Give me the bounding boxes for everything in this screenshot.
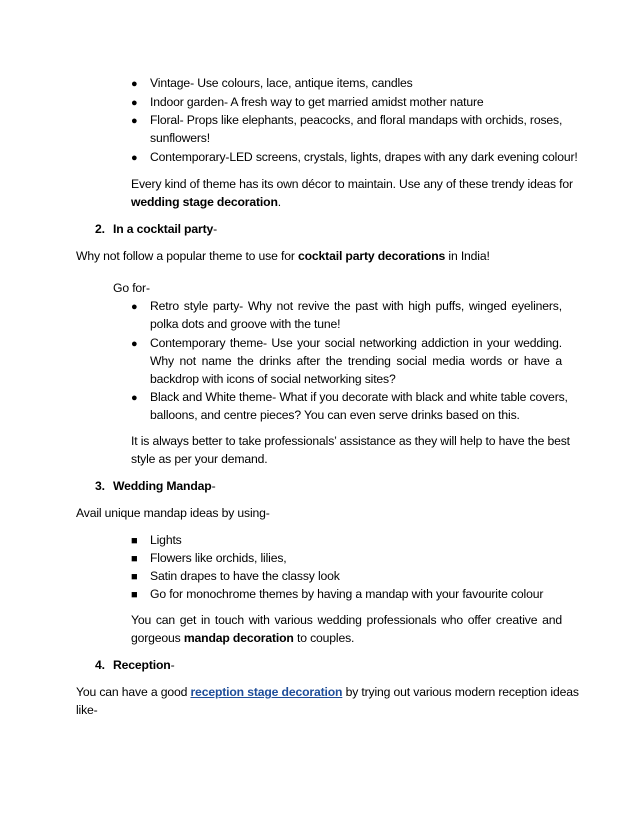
bullet-dot-icon: ●	[131, 97, 138, 109]
square-bullet-icon: ■	[131, 571, 138, 583]
list-item-continuation: Why not name the drinks after the trending social media words or have a	[150, 354, 562, 368]
reception-decoration-link[interactable]: reception stage decoration	[190, 685, 343, 699]
square-bullet-icon: ■	[131, 553, 138, 565]
list-item-continuation: sunflowers!	[150, 131, 210, 145]
bold-keyword: mandap decoration	[183, 631, 294, 645]
bullet-dot-icon: ●	[131, 115, 138, 127]
section-number: 3.	[95, 479, 105, 493]
list-item: Go for monochrome themes by having a mandap with your favourite colour	[150, 587, 544, 601]
list-item-continuation: balloons, and centre pieces? You can even serve drinks based on this.	[150, 408, 520, 422]
section-note-line: style as per your demand.	[131, 452, 268, 466]
section-note-line: gorgeous mandap decoration to couples.	[131, 631, 355, 645]
section-heading: In a cocktail party-	[113, 222, 218, 236]
square-bullet-icon: ■	[131, 589, 138, 601]
list-item: Contemporary theme- Use your social networking addiction in your wedding.	[150, 336, 562, 350]
section-note-line: You can get in touch with various wedding professionals who offer creative and	[131, 613, 562, 627]
intro-note-line: Every kind of theme has its own décor to maintain. Use any of these trendy ideas for	[131, 177, 573, 191]
list-item: Retro style party- Why not revive the past with high puffs, winged eyeliners,	[150, 299, 562, 313]
section-heading: Reception-	[113, 658, 175, 672]
section-paragraph-continuation: like-	[76, 703, 98, 717]
bullet-dot-icon: ●	[131, 392, 138, 404]
bullet-dot-icon: ●	[131, 78, 138, 90]
section-note-line: It is always better to take professionals’ assistance as they will help to have the best	[131, 434, 570, 448]
go-for-label: Go for-	[113, 281, 150, 295]
list-item-continuation: polka dots and groove with the tune!	[150, 317, 341, 331]
section-number: 4.	[95, 658, 105, 672]
bullet-dot-icon: ●	[131, 152, 138, 164]
list-item: Satin drapes to have the classy look	[150, 569, 340, 583]
section-heading: Wedding Mandap-	[113, 479, 216, 493]
bold-keyword: wedding stage decoration	[131, 195, 278, 209]
section-paragraph: Why not follow a popular theme to use for cocktail party decorations in India!	[76, 249, 490, 263]
bold-keyword: cocktail party decorations	[298, 249, 446, 263]
list-item: Lights	[150, 533, 182, 547]
bullet-dot-icon: ●	[131, 301, 138, 313]
list-item: Vintage- Use colours, lace, antique items, candles	[150, 76, 413, 90]
section-paragraph: You can have a good reception stage decoration by trying out various modern reception ideas	[76, 685, 579, 699]
bullet-dot-icon: ●	[131, 338, 138, 350]
list-item-continuation: backdrop with icons of social networking sites?	[150, 372, 396, 386]
list-item: Floral- Props like elephants, peacocks, and floral mandaps with orchids, roses,	[150, 113, 563, 127]
list-item: Black and White theme- What if you decorate with black and white table covers,	[150, 390, 568, 404]
section-number: 2.	[95, 222, 105, 236]
list-item: Contemporary-LED screens, crystals, lights, drapes with any dark evening colour!	[150, 150, 578, 164]
section-paragraph: Avail unique mandap ideas by using-	[76, 506, 270, 520]
square-bullet-icon: ■	[131, 535, 138, 547]
list-item: Flowers like orchids, lilies,	[150, 551, 287, 565]
intro-note-line: wedding stage decoration.	[131, 195, 281, 209]
list-item: Indoor garden- A fresh way to get married amidst mother nature	[150, 95, 484, 109]
